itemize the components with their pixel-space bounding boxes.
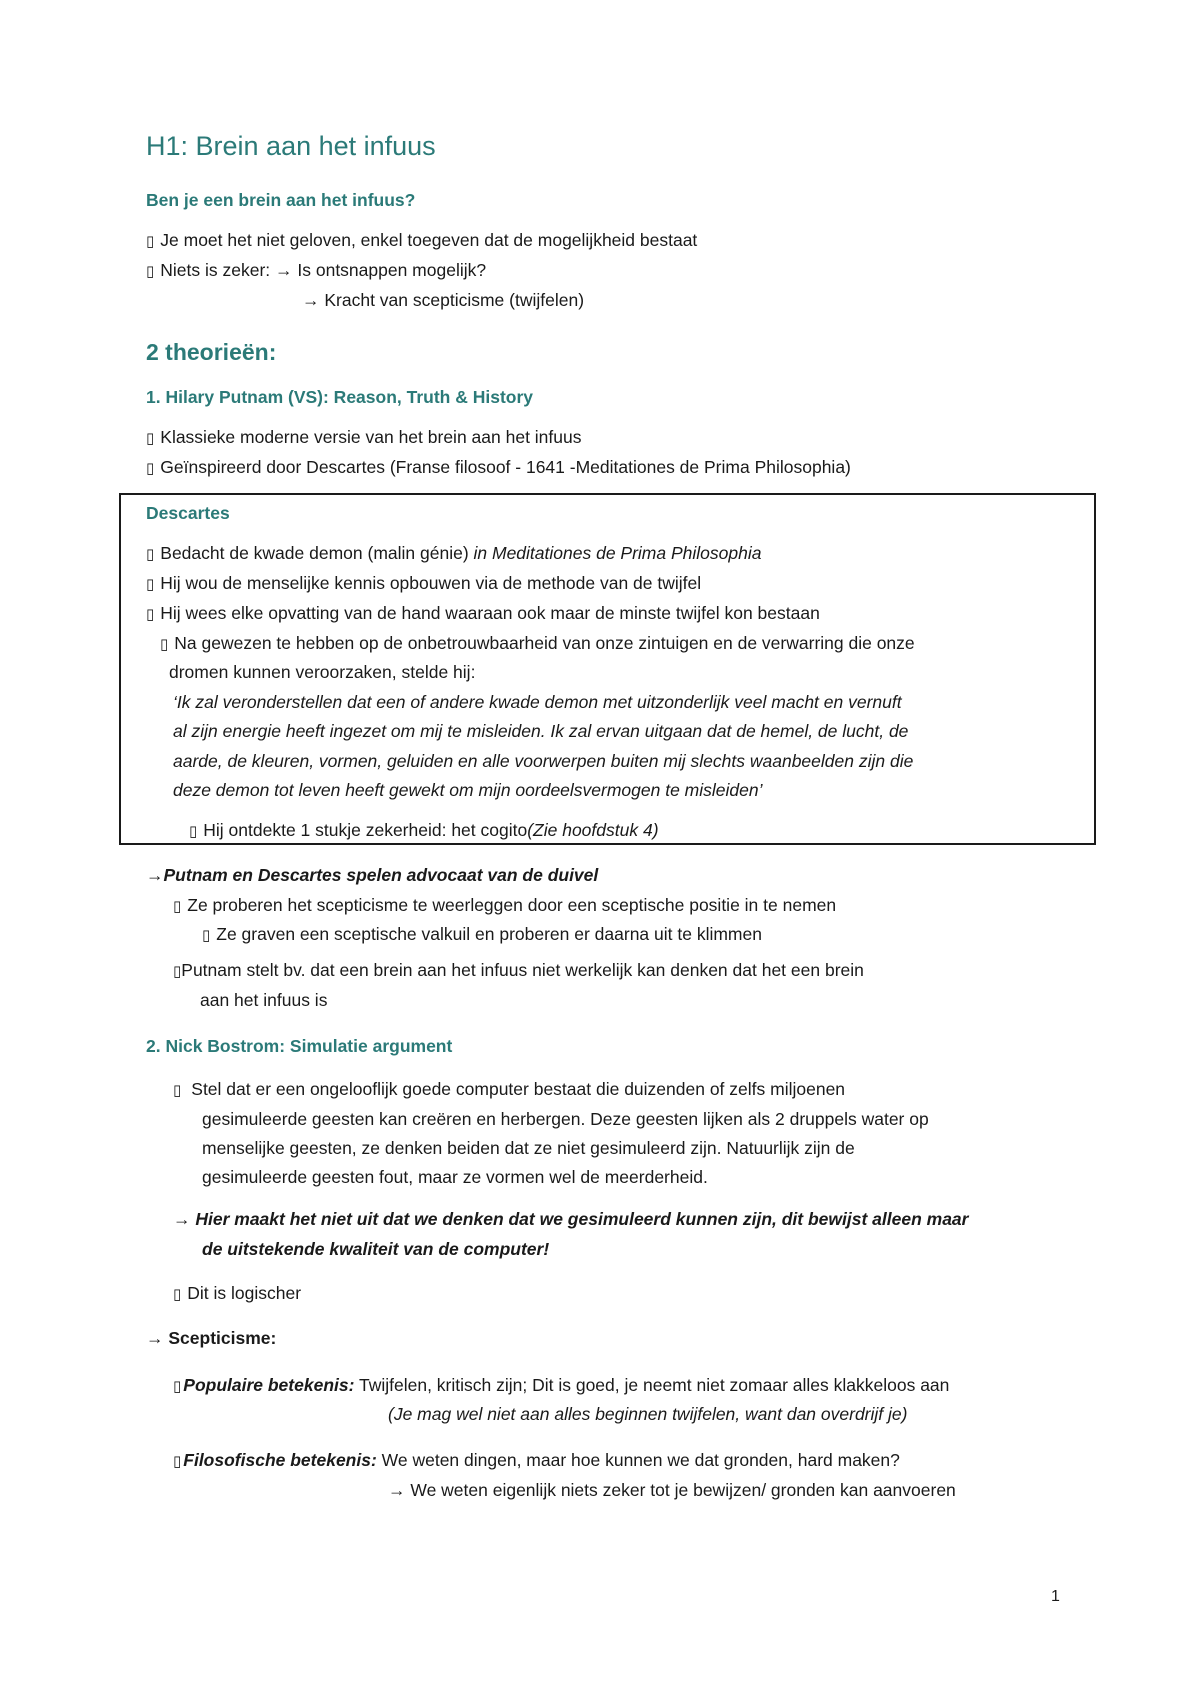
list-item: ▯ Na gewezen te hebben op de onbetrouwbaarheid van onze zintuigen en de verwarring die onze [160,633,915,653]
bullet-icon: ▯ [146,232,155,250]
list-item: ▯ Klassieke moderne versie van het brein aan het infuus [146,427,582,447]
quote-line: ‘Ik zal veronderstellen dat een of andere kwade demon met uitzonderlijk veel macht en vernuft [173,692,902,712]
paragraph-line: gesimuleerde geesten fout, maar ze vormen wel de meerderheid. [202,1167,708,1187]
bullet-icon: ▯ [146,575,155,593]
bullet-icon: ▯ [202,926,211,944]
bullet-icon: ▯ [146,605,155,623]
scepticisme-heading: → Scepticisme: [146,1328,277,1348]
page-number: 1 [1051,1588,1060,1605]
list-sub-item: → Kracht van scepticisme (twijfelen) [302,290,585,310]
list-item: ▯ Geïnspireerd door Descartes (Franse filosoof - 1641 -Meditationes de Prima Philosophia) [146,457,851,477]
bullet-icon: ▯ [146,545,155,563]
list-item: ▯ Ze proberen het scepticisme te weerleggen door een sceptische positie in te nemen [173,895,837,915]
quote-line: al zijn energie heeft ingezet om mij te misleiden. Ik zal ervan uitgaan dat de hemel, de lucht, de [173,721,909,741]
quote-line: aarde, de kleuren, vormen, geluiden en alle voorwerpen buiten mij slechts waanbeelden zijn die [173,751,914,771]
quote-line: deze demon tot leven heeft gewekt om mijn oordeelsvermogen te misleiden’ [173,780,763,800]
list-item: ▯ Filosofische betekenis: We weten dingen, maar hoe kunnen we dat gronden, hard maken? [173,1450,900,1470]
list-item: ▯ Hij wees elke opvatting van de hand waaraan ook maar de minste twijfel kon bestaan [146,603,820,623]
bullet-icon: ▯ [173,897,182,915]
bullet-icon: ▯ [173,1081,182,1099]
emphasis-line: de uitstekende kwaliteit van de computer! [202,1239,550,1259]
list-item: ▯ Hij wou de menselijke kennis opbouwen via de methode van de twijfel [146,573,702,593]
list-item: ▯ Stel dat er een ongelooflijk goede computer bestaat die duizenden of zelfs miljoenen [173,1079,846,1099]
list-item-continuation: dromen kunnen veroorzaken, stelde hij: [169,662,476,682]
list-item: ▯ Bedacht de kwade demon (malin génie) in Meditationes de Prima Philosophia [146,543,762,563]
page-title: H1: Brein aan het infuus [146,131,436,161]
note-line: (Je mag wel niet aan alles beginnen twijfelen, want dan overdrijf je) [388,1404,908,1424]
section-heading-brein: Ben je een brein aan het infuus? [146,190,416,210]
bullet-icon: ▯ [189,822,198,840]
emphasis-line: → Hier maakt het niet uit dat we denken dat we gesimuleerd kunnen zijn, dit bewijst alleen maar [173,1209,969,1229]
list-item: ▯ Hij ontdekte 1 stukje zekerheid: het cogito(Zie hoofdstuk 4) [189,820,659,840]
putnam-heading: 1. Hilary Putnam (VS): Reason, Truth & History [146,387,534,407]
list-item: ▯ Ze graven een sceptische valkuil en proberen er daarna uit te klimmen [202,924,762,944]
advocaat-heading: →Putnam en Descartes spelen advocaat van de duivel [146,865,599,885]
paragraph-line: gesimuleerde geesten kan creëren en herbergen. Deze geesten lijken als 2 druppels water op [202,1109,929,1129]
bullet-icon: ▯ [173,1452,182,1470]
bullet-icon: ▯ [173,1377,182,1395]
bullet-icon: ▯ [146,459,155,477]
theories-heading: 2 theorieën: [146,339,277,365]
bullet-icon: ▯ [146,262,155,280]
paragraph-line: menselijke geesten, ze denken beiden dat ze niet gesimuleerd zijn. Natuurlijk zijn de [202,1138,855,1158]
bullet-icon: ▯ [146,429,155,447]
list-item: ▯ Je moet het niet geloven, enkel toegeven dat de mogelijkheid bestaat [146,230,698,250]
descartes-heading: Descartes [146,503,230,523]
note-line: → We weten eigenlijk niets zeker tot je bewijzen/ gronden kan aanvoeren [388,1480,956,1500]
bostrom-heading: 2. Nick Bostrom: Simulatie argument [146,1036,453,1056]
bullet-icon: ▯ [173,1285,182,1303]
list-item: ▯ Niets is zeker: → Is ontsnappen mogelijk? [146,260,487,280]
list-item: ▯ Populaire betekenis: Twijfelen, kritisch zijn; Dit is goed, je neemt niet zomaar alles klakkeloos aan [173,1375,950,1395]
list-item-continuation: aan het infuus is [200,990,328,1010]
list-item: ▯ Dit is logischer [173,1283,302,1303]
bullet-icon: ▯ [160,635,169,653]
list-item: ▯Putnam stelt bv. dat een brein aan het infuus niet werkelijk kan denken dat het een brein [173,960,864,980]
bullet-icon: ▯ [173,962,182,980]
